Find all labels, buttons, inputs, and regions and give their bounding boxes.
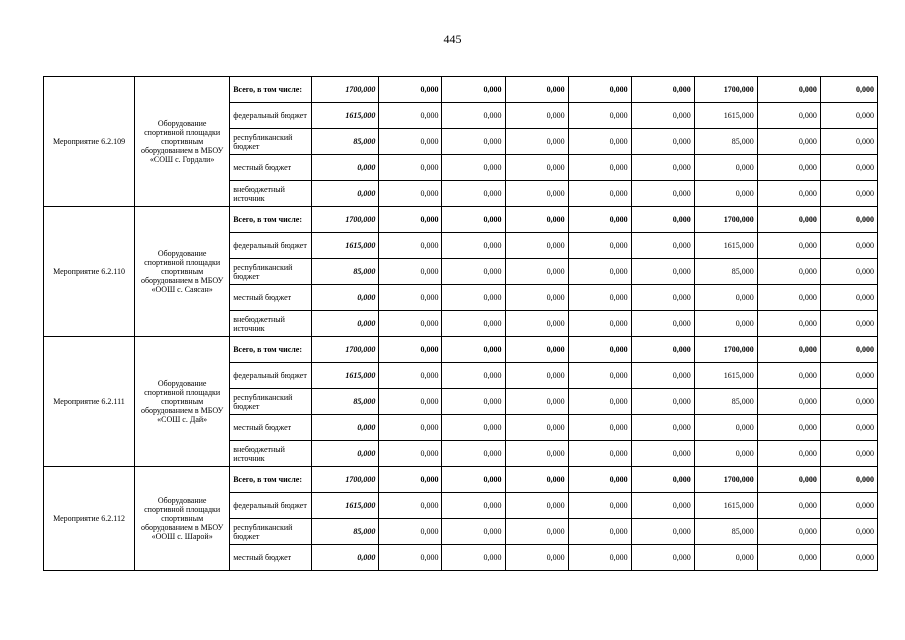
value-cell: 1700,000 (694, 207, 757, 233)
funding-source-cell: внебюджетный источник (230, 181, 312, 207)
value-cell: 0,000 (505, 181, 568, 207)
table-total-row (44, 337, 878, 363)
value-cell: 0,000 (694, 311, 757, 337)
value-cell: 0,000 (379, 545, 442, 571)
value-cell: 85,000 (694, 259, 757, 285)
value-cell: 0,000 (379, 467, 442, 493)
value-cell: 0,000 (505, 259, 568, 285)
description-cell: Оборудование спортивной площадки спортивным оборудованием в МБОУ «ООШ с. Шарой» (135, 467, 230, 571)
value-cell: 0,000 (820, 155, 877, 181)
value-cell: 0,000 (631, 545, 694, 571)
value-cell: 0,000 (757, 493, 820, 519)
value-cell: 0,000 (757, 519, 820, 545)
value-cell: 0,000 (379, 337, 442, 363)
value-cell: 0,000 (631, 493, 694, 519)
value-cell: 0,000 (820, 77, 877, 103)
value-cell: 0,000 (442, 181, 505, 207)
value-cell: 0,000 (631, 519, 694, 545)
funding-source-cell: федеральный бюджет (230, 233, 312, 259)
value-cell: 0,000 (505, 363, 568, 389)
funding-source-cell: внебюджетный источник (230, 441, 312, 467)
value-cell: 0,000 (757, 467, 820, 493)
value-cell: 0,000 (505, 389, 568, 415)
value-cell: 0,000 (757, 233, 820, 259)
value-cell: 0,000 (379, 155, 442, 181)
value-cell: 0,000 (757, 285, 820, 311)
funding-source-cell: федеральный бюджет (230, 363, 312, 389)
value-cell: 0,000 (568, 285, 631, 311)
value-cell: 0,000 (568, 545, 631, 571)
value-cell: 0,000 (568, 363, 631, 389)
value-cell: 0,000 (505, 103, 568, 129)
value-cell: 0,000 (442, 467, 505, 493)
value-cell: 0,000 (442, 337, 505, 363)
value-cell: 0,000 (631, 259, 694, 285)
funding-source-cell: Всего, в том числе: (230, 77, 312, 103)
value-cell: 0,000 (631, 389, 694, 415)
value-cell: 0,000 (568, 415, 631, 441)
value-cell: 0,000 (379, 389, 442, 415)
value-cell: 0,000 (631, 155, 694, 181)
value-cell: 0,000 (379, 77, 442, 103)
value-cell: 0,000 (820, 103, 877, 129)
funding-source-cell: местный бюджет (230, 155, 312, 181)
value-cell: 0,000 (694, 415, 757, 441)
value-cell: 0,000 (568, 207, 631, 233)
value-cell: 0,000 (568, 181, 631, 207)
value-cell: 0,000 (631, 311, 694, 337)
value-cell: 0,000 (505, 77, 568, 103)
value-cell: 0,000 (505, 285, 568, 311)
value-cell: 0,000 (379, 129, 442, 155)
value-cell: 0,000 (379, 493, 442, 519)
value-cell: 0,000 (379, 363, 442, 389)
value-cell: 0,000 (820, 519, 877, 545)
value-cell: 0,000 (694, 155, 757, 181)
value-cell: 0,000 (505, 545, 568, 571)
value-cell: 0,000 (631, 441, 694, 467)
value-cell: 0,000 (442, 129, 505, 155)
value-cell: 0,000 (379, 311, 442, 337)
value-cell: 1700,000 (312, 467, 379, 493)
event-cell: Мероприятие 6.2.109 (44, 77, 135, 207)
funding-source-cell: внебюджетный источник (230, 311, 312, 337)
value-cell: 1700,000 (694, 337, 757, 363)
value-cell: 0,000 (568, 103, 631, 129)
value-cell: 1615,000 (694, 103, 757, 129)
value-cell: 0,000 (757, 77, 820, 103)
value-cell: 1700,000 (312, 207, 379, 233)
value-cell: 0,000 (631, 129, 694, 155)
value-cell: 0,000 (820, 337, 877, 363)
value-cell: 0,000 (568, 467, 631, 493)
value-cell: 0,000 (820, 441, 877, 467)
value-cell: 0,000 (757, 311, 820, 337)
value-cell: 0,000 (568, 311, 631, 337)
value-cell: 0,000 (820, 467, 877, 493)
value-cell: 0,000 (568, 233, 631, 259)
value-cell: 0,000 (568, 519, 631, 545)
value-cell: 0,000 (442, 207, 505, 233)
value-cell: 1700,000 (694, 77, 757, 103)
value-cell: 0,000 (757, 545, 820, 571)
value-cell: 1615,000 (312, 233, 379, 259)
value-cell: 0,000 (379, 181, 442, 207)
value-cell: 0,000 (505, 155, 568, 181)
budget-table-body (44, 77, 878, 571)
value-cell: 0,000 (694, 545, 757, 571)
value-cell: 1700,000 (312, 77, 379, 103)
funding-source-cell: республиканский бюджет (230, 129, 312, 155)
table-total-row (44, 77, 878, 103)
value-cell: 0,000 (757, 337, 820, 363)
value-cell: 0,000 (694, 285, 757, 311)
event-cell: Мероприятие 6.2.112 (44, 467, 135, 571)
value-cell: 0,000 (379, 259, 442, 285)
value-cell: 0,000 (442, 389, 505, 415)
value-cell: 0,000 (442, 519, 505, 545)
value-cell: 0,000 (631, 467, 694, 493)
value-cell: 85,000 (312, 519, 379, 545)
value-cell: 1615,000 (694, 233, 757, 259)
value-cell: 0,000 (312, 311, 379, 337)
value-cell: 1615,000 (694, 363, 757, 389)
value-cell: 0,000 (757, 155, 820, 181)
value-cell: 0,000 (442, 77, 505, 103)
value-cell: 0,000 (757, 129, 820, 155)
funding-source-cell: республиканский бюджет (230, 259, 312, 285)
value-cell: 0,000 (820, 259, 877, 285)
value-cell: 0,000 (442, 155, 505, 181)
value-cell: 0,000 (820, 285, 877, 311)
value-cell: 0,000 (379, 415, 442, 441)
event-cell: Мероприятие 6.2.111 (44, 337, 135, 467)
value-cell: 0,000 (312, 545, 379, 571)
value-cell: 0,000 (312, 415, 379, 441)
value-cell: 0,000 (442, 441, 505, 467)
value-cell: 85,000 (312, 129, 379, 155)
value-cell: 0,000 (568, 129, 631, 155)
value-cell: 0,000 (568, 77, 631, 103)
value-cell: 0,000 (631, 415, 694, 441)
funding-source-cell: местный бюджет (230, 285, 312, 311)
value-cell: 0,000 (442, 259, 505, 285)
value-cell: 0,000 (757, 389, 820, 415)
value-cell: 0,000 (312, 285, 379, 311)
value-cell: 0,000 (694, 441, 757, 467)
value-cell: 0,000 (757, 259, 820, 285)
funding-source-cell: республиканский бюджет (230, 519, 312, 545)
value-cell: 85,000 (694, 129, 757, 155)
value-cell: 0,000 (757, 363, 820, 389)
table-total-row (44, 207, 878, 233)
value-cell: 0,000 (505, 337, 568, 363)
value-cell: 0,000 (568, 389, 631, 415)
description-cell: Оборудование спортивной площадки спортивным оборудованием в МБОУ «СОШ с. Гордали» (135, 77, 230, 207)
value-cell: 0,000 (379, 285, 442, 311)
value-cell: 1615,000 (694, 493, 757, 519)
value-cell: 0,000 (631, 233, 694, 259)
value-cell: 1615,000 (312, 103, 379, 129)
value-cell: 0,000 (631, 363, 694, 389)
value-cell: 0,000 (631, 103, 694, 129)
value-cell: 85,000 (694, 519, 757, 545)
value-cell: 0,000 (820, 389, 877, 415)
value-cell: 85,000 (312, 259, 379, 285)
value-cell: 0,000 (442, 103, 505, 129)
table-total-row (44, 467, 878, 493)
value-cell: 85,000 (694, 389, 757, 415)
value-cell: 0,000 (379, 233, 442, 259)
value-cell: 0,000 (442, 233, 505, 259)
value-cell: 0,000 (379, 207, 442, 233)
value-cell: 1615,000 (312, 493, 379, 519)
value-cell: 0,000 (820, 233, 877, 259)
value-cell: 0,000 (312, 155, 379, 181)
value-cell: 0,000 (820, 545, 877, 571)
value-cell: 1615,000 (312, 363, 379, 389)
value-cell: 0,000 (694, 181, 757, 207)
value-cell: 0,000 (568, 337, 631, 363)
value-cell: 0,000 (820, 207, 877, 233)
value-cell: 0,000 (379, 519, 442, 545)
funding-source-cell: местный бюджет (230, 545, 312, 571)
value-cell: 0,000 (442, 311, 505, 337)
value-cell: 0,000 (631, 337, 694, 363)
value-cell: 0,000 (312, 181, 379, 207)
value-cell: 0,000 (757, 207, 820, 233)
funding-source-cell: федеральный бюджет (230, 493, 312, 519)
value-cell: 0,000 (820, 311, 877, 337)
funding-source-cell: республиканский бюджет (230, 389, 312, 415)
value-cell: 0,000 (568, 441, 631, 467)
value-cell: 0,000 (820, 181, 877, 207)
value-cell: 0,000 (568, 259, 631, 285)
value-cell: 0,000 (442, 493, 505, 519)
funding-source-cell: Всего, в том числе: (230, 207, 312, 233)
value-cell: 0,000 (568, 493, 631, 519)
value-cell: 0,000 (505, 311, 568, 337)
value-cell: 0,000 (505, 493, 568, 519)
value-cell: 0,000 (505, 207, 568, 233)
value-cell: 0,000 (631, 207, 694, 233)
value-cell: 0,000 (568, 155, 631, 181)
description-cell: Оборудование спортивной площадки спортивным оборудованием в МБОУ «ООШ с. Саясан» (135, 207, 230, 337)
funding-source-cell: Всего, в том числе: (230, 337, 312, 363)
funding-source-cell: местный бюджет (230, 415, 312, 441)
description-cell: Оборудование спортивной площадки спортивным оборудованием в МБОУ «СОШ с. Дай» (135, 337, 230, 467)
value-cell: 0,000 (631, 77, 694, 103)
value-cell: 0,000 (379, 441, 442, 467)
value-cell: 0,000 (505, 129, 568, 155)
value-cell: 0,000 (505, 233, 568, 259)
value-cell: 0,000 (631, 285, 694, 311)
value-cell: 0,000 (505, 415, 568, 441)
funding-source-cell: федеральный бюджет (230, 103, 312, 129)
value-cell: 0,000 (757, 181, 820, 207)
value-cell: 1700,000 (312, 337, 379, 363)
value-cell: 0,000 (505, 467, 568, 493)
page-number: 445 (443, 32, 462, 46)
value-cell: 0,000 (820, 493, 877, 519)
value-cell: 0,000 (505, 441, 568, 467)
value-cell: 1700,000 (694, 467, 757, 493)
value-cell: 0,000 (505, 519, 568, 545)
value-cell: 0,000 (442, 363, 505, 389)
value-cell: 0,000 (757, 103, 820, 129)
budget-table (43, 76, 878, 571)
value-cell: 85,000 (312, 389, 379, 415)
value-cell: 0,000 (757, 441, 820, 467)
value-cell: 0,000 (442, 415, 505, 441)
funding-source-cell: Всего, в том числе: (230, 467, 312, 493)
value-cell: 0,000 (820, 129, 877, 155)
value-cell: 0,000 (312, 441, 379, 467)
value-cell: 0,000 (820, 363, 877, 389)
value-cell: 0,000 (631, 181, 694, 207)
value-cell: 0,000 (820, 415, 877, 441)
event-cell: Мероприятие 6.2.110 (44, 207, 135, 337)
value-cell: 0,000 (757, 415, 820, 441)
value-cell: 0,000 (379, 103, 442, 129)
value-cell: 0,000 (442, 285, 505, 311)
value-cell: 0,000 (442, 545, 505, 571)
